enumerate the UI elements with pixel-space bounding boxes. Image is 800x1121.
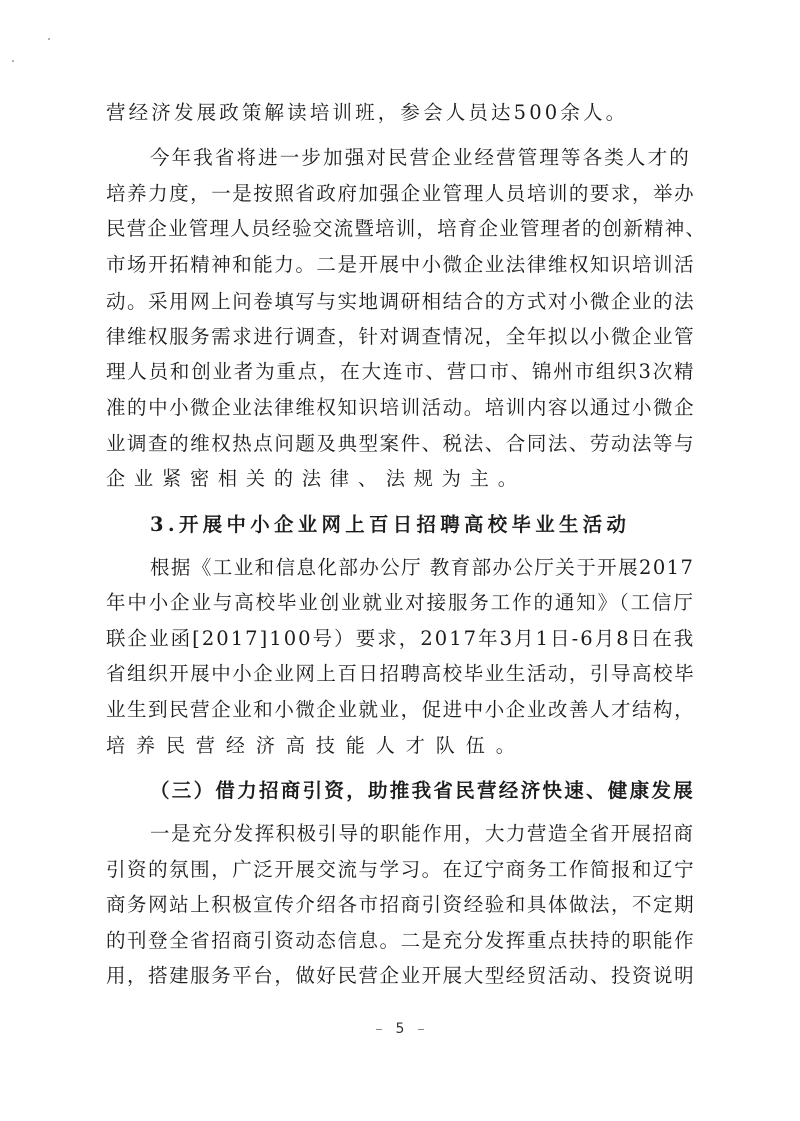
page-number-dash-right bbox=[418, 1029, 424, 1030]
text-line-17: 业生到民营企业和小微企业就业，促进中小企业改善人才结构， bbox=[106, 698, 696, 721]
text-line-24: 用，搭建服务平台，做好民营企业开展大型经贸活动、投资说明 bbox=[106, 964, 696, 987]
section-heading-3: （三）借力招商引资，助推我省民营经济快速、健康发展 bbox=[150, 779, 696, 802]
text-line-14: 年中小企业与高校毕业创业就业对接服务工作的通知》（工信厅 bbox=[106, 591, 695, 614]
text-line-5: 市场开拓精神和能力。二是开展中小微企业法律维权知识培训活 bbox=[106, 253, 696, 276]
text-line-6: 动。采用网上问卷填写与实地调研相结合的方式对小微企业的法 bbox=[106, 290, 696, 313]
text-line-4: 民营企业管理人员经验交流暨培训，培育企业管理者的创新精神、 bbox=[106, 217, 707, 240]
text-line-2: 今年我省将进一步加强对民营企业经营管理等各类人才的 bbox=[150, 146, 691, 169]
text-line-15: 联企业函[2017]100号）要求，2017年3月1日-6月8日在我 bbox=[106, 627, 696, 650]
text-line-8: 理人员和创业者为重点，在大连市、营口市、锦州市组织3次精 bbox=[106, 360, 696, 383]
scan-speck bbox=[48, 38, 50, 40]
text-line-23: 的刊登全省招商引资动态信息。二是充分发挥重点扶持的职能作 bbox=[106, 929, 696, 952]
text-line-10: 业调查的维权热点问题及典型案件、税法、合同法、劳动法等与 bbox=[106, 432, 696, 455]
text-line-1: 营经济发展政策解读培训班，参会人员达500余人。 bbox=[106, 101, 629, 124]
text-line-9: 准的中小微企业法律维权知识培训活动。培训内容以通过小微企 bbox=[106, 396, 696, 419]
text-line-22: 商务网站上积极宣传介绍各市招商引资经验和具体做法，不定期 bbox=[106, 893, 696, 916]
text-line-21: 引资的氛围，广泛开展交流与学习。在辽宁商务工作简报和辽宁 bbox=[106, 858, 696, 881]
scan-speck bbox=[12, 60, 14, 62]
text-line-13: 根据《工业和信息化部办公厅 教育部办公厅关于开展2017 bbox=[150, 556, 695, 579]
text-line-3: 培养力度，一是按照省政府加强企业管理人员培训的要求，举办 bbox=[106, 182, 696, 205]
text-line-20: 一是充分发挥积极引导的职能作用，大力营造全省开展招商 bbox=[150, 822, 695, 845]
text-line-11: 企业紧密相关的法律、法规为主。 bbox=[106, 467, 526, 490]
subheading-3: 3.开展中小企业网上百日招聘高校毕业生活动 bbox=[150, 513, 631, 536]
text-line-7: 律维权服务需求进行调查，针对调查情况，全年拟以小微企业管 bbox=[106, 325, 696, 348]
text-line-18: 培养民营经济高技能人才队伍。 bbox=[106, 734, 526, 757]
page-number: 5 bbox=[395, 1021, 405, 1037]
text-line-16: 省组织开展中小企业网上百日招聘高校毕业生活动，引导高校毕 bbox=[106, 662, 696, 685]
